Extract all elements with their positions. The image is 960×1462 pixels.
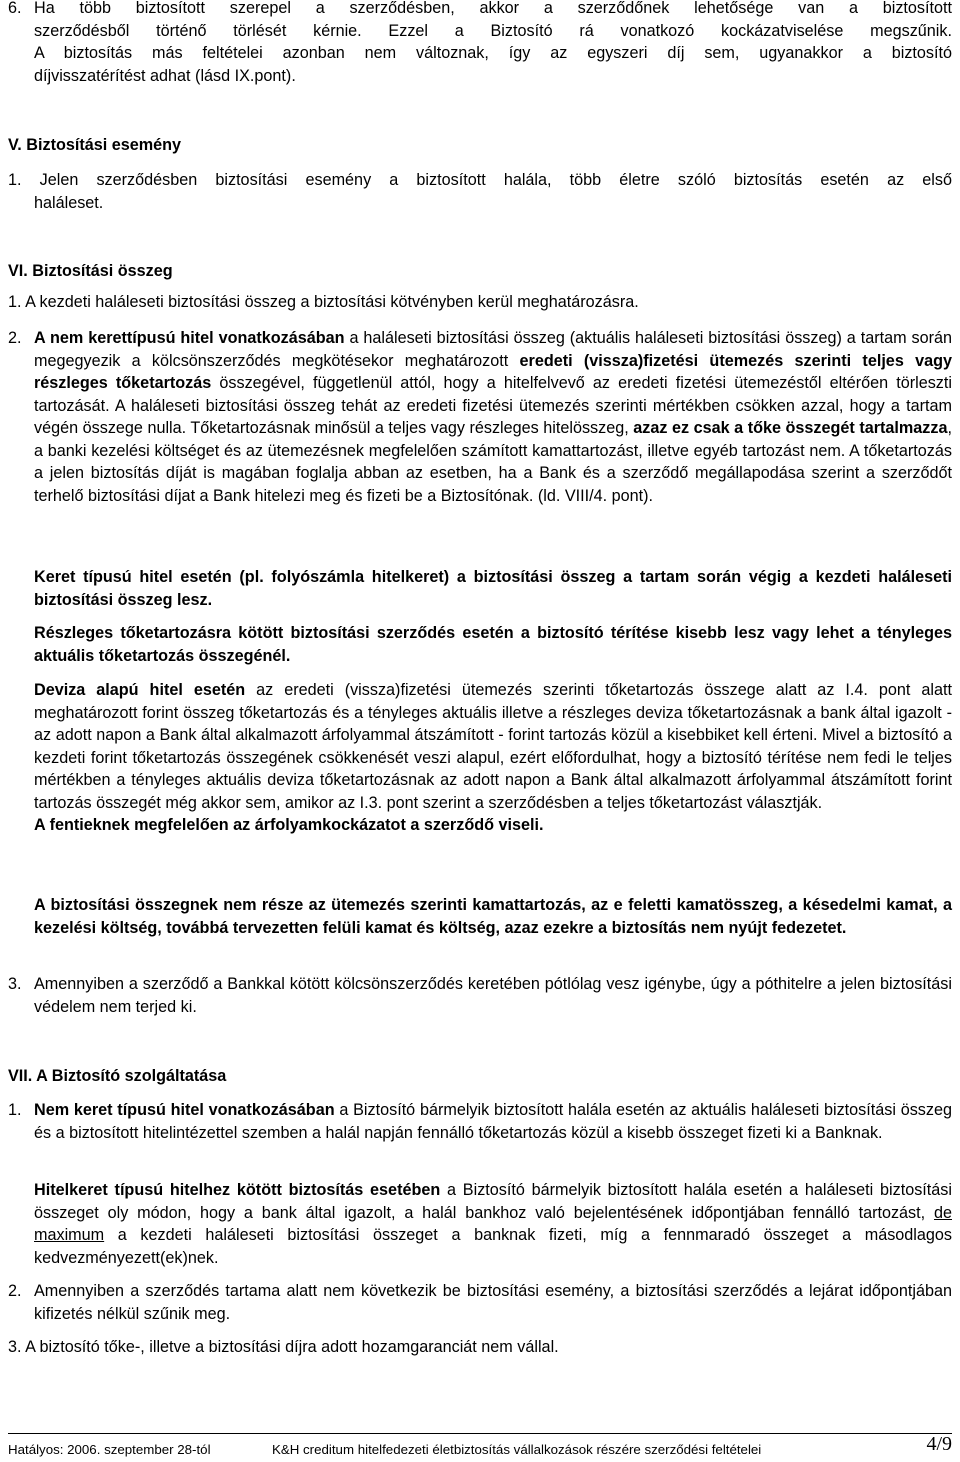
section-vi-p2-number: 2.: [8, 329, 22, 347]
osszeg-paragraph: A biztosítási összegnek nem része az ütemezés szerinti kamattartozás, az e feletti kamatösszeg, a késedelmi kamat, a kezelési költség, továbbá tervezetten felüli kamat és költség, azaz ezekre a biztosítás nem nyújt fedezetet.: [34, 896, 952, 937]
bold-phrase: azaz ez csak a tőke összegét tartalmazza: [633, 419, 948, 437]
section-vii-p1-number: 1.: [8, 1101, 22, 1119]
footer-document-title: K&H creditum hitelfedezeti életbiztosítás vállalkozások részére szerződési feltételei: [272, 1442, 762, 1457]
keret-paragraph: Keret típusú hitel esetén (pl. folyószámla hitelkeret) a biztosítási összeg a tartam során végig a kezdeti haláleseti biztosítási összeg lesz.: [34, 568, 952, 609]
item-6-line: A biztosítás más feltételei azonban nem változnak, így az egyszeri díj sem, ugyanakkor a biztosító: [34, 44, 952, 62]
paragraph-text: az eredeti (vissza)fizetési ütemezés szerinti tőketartozás összege alatt az I.4. pont alatt meghatározott forint összeg tőketartozás és a tényleges aktuális illetve a részleges deviza tőketartozásnak a bank által igazolt - az adott napon a Bank által alkalmazott árfolyammal átszámított - forint tartozás közül a kisebbiket kell érteni. Mivel a biztosító a kezdeti forint tőketartozás összegének csökkenését veszi alapul, ezért előfordulhat, hogy a biztosító térítése nem fedi le teljes mértékben a tényleges aktuális deviza tőketartozásnak az adott napon a Bank által alkalmazott árfolyammal átszámított forint tartozás összegét még akkor sem, amikor az I.3. pont szerint a szerződésben a teljes tőketartozást választják.: [34, 681, 952, 812]
paragraph-text: a haláleseti biztosítási összeg (aktuális haláleseti biztosítási összeg) a tartam során megegyezik a kölcsönszerződés megkötésekor meghatározott: [34, 329, 952, 370]
section-v-paragraph-1: [8, 169, 952, 214]
item-6-line: díjvisszatérítést adhat (lásd IX.pont).: [34, 66, 296, 85]
paragraph-text: összegével, függetlenül attól, hogy a hitelfelvevő az eredeti fizetési ütemezéstől eltérően törleszti tartozását. A haláleseti biztosítási összeg tehát az eredeti fizetési ütemezés szerinti mértékben csökken azzal, hogy a tartam végén összege nulla. Tőketartozásnak minősül a teljes vagy részleges hitelösszeg,: [34, 374, 952, 437]
deviza-paragraph: [34, 679, 952, 837]
section-v-line: haláleset.: [34, 193, 104, 212]
section-vii-heading: VII. A Biztosító szolgáltatása: [8, 1067, 227, 1085]
item-6-number: 6.: [8, 0, 22, 17]
item-6-line: Ha több biztosított szerepel a szerződésben, akkor a szerződőnek lehetősége van a biztosított: [34, 0, 952, 17]
paragraph-text: , a banki kezelési költséget és az ütemezésnek megfelelően számított kamattartozást, illetve egyéb tartozást nem. A tőketartozás a jelen biztosítás díját is magában foglalja abban az esetben, ha a Bank és a szerződő megállapodása szerint a szerződőt terhelő biztosítási díjat a Bank hitelezi meg és fizeti be a Biztosítónak. (ld. VIII/4. pont).: [34, 419, 952, 505]
bold-phrase: eredeti (vissza)fizetési ütemezés szerinti teljes vagy részleges tőketartozás: [34, 351, 952, 392]
section-v-heading: V. Biztosítási esemény: [8, 136, 182, 154]
section-vii-paragraph-2: Amennyiben a szerződés tartama alatt nem következik be biztosítási esemény, a biztosítási szerződés a lejárat időpontjában kifizetés nélkül szűnik meg.: [34, 1282, 952, 1323]
section-vi-p3-number: 3.: [8, 975, 22, 993]
section-vi-heading: VI. Biztosítási összeg: [8, 262, 173, 280]
section-vi-paragraph-1: 1. A kezdeti haláleseti biztosítási összeg a biztosítási kötvényben kerül meghatározásra.: [8, 293, 639, 311]
paragraph-text: a Biztosító bármelyik biztosított halála esetén az aktuális haláleseti biztosítási összeg és a biztosított hitelintézettel szemben a halál napján fennálló tőketartozás közül a kisebb összeget fizeti ki a Banknak.: [34, 1101, 952, 1142]
bold-lead: A nem kerettípusú hitel vonatkozásában: [34, 329, 345, 347]
section-vi-paragraph-3: Amennyiben a szerződő a Bankkal kötött kölcsönszerződés keretében pótlólag vesz igénybe, úgy a póthitelre a jelen biztosítási védelem nem terjed ki.: [34, 975, 952, 1016]
page-footer: [8, 1433, 952, 1457]
footer-effective-date: Hatályos: 2006. szeptember 28-tól: [8, 1442, 211, 1457]
paragraph-text: a Biztosító bármelyik biztosított halála esetén a haláleseti biztosítási összeget oly módon, hogy a bank által igazolt, a halál bankhoz való bejelentésének időpontjában fennálló tartozást,: [34, 1181, 952, 1222]
item-6-line: szerződésből történő törlését kérnie. Ezzel a Biztosító rá vonatkozó kockázatviselése megszűnik.: [34, 21, 952, 40]
reszleges-paragraph: Részleges tőketartozásra kötött biztosítási szerződés esetén a biztosító térítése kisebb lesz vagy lehet a tényleges aktuális tőketartozás összegénél.: [34, 624, 952, 665]
section-vii-p2-number: 2.: [8, 1282, 22, 1300]
section-vi-paragraph-2: [34, 327, 952, 507]
bold-lead: Hitelkeret típusú hitelhez kötött biztosítás esetében: [34, 1181, 441, 1199]
hitelkeret-paragraph: [34, 1179, 952, 1269]
item-6-paragraph: [34, 0, 952, 87]
bold-lead: Nem keret típusú hitel vonatkozásában: [34, 1101, 335, 1119]
bold-lead: Deviza alapú hitel esetén: [34, 681, 246, 699]
paragraph-text: a kezdeti haláleseti biztosítási összeget a banknak fizeti, míg a fennmaradó összeget a másodlagos kedvezményezett(ek)nek.: [34, 1226, 952, 1267]
page-number: 4/9: [926, 1433, 952, 1455]
section-v-line: 1. Jelen szerződésben biztosítási esemény a biztosított halála, több életre szóló biztosítás esetén az első: [8, 171, 952, 189]
bold-conclusion: A fentieknek megfelelően az árfolyamkockázatot a szerződő viseli.: [34, 816, 544, 834]
section-vii-paragraph-1: [34, 1099, 952, 1144]
underlined-phrase: de maximum: [34, 1203, 952, 1244]
section-vii-paragraph-3: 3. A biztosító tőke-, illetve a biztosítási díjra adott hozamgaranciát nem vállal.: [8, 1338, 559, 1356]
